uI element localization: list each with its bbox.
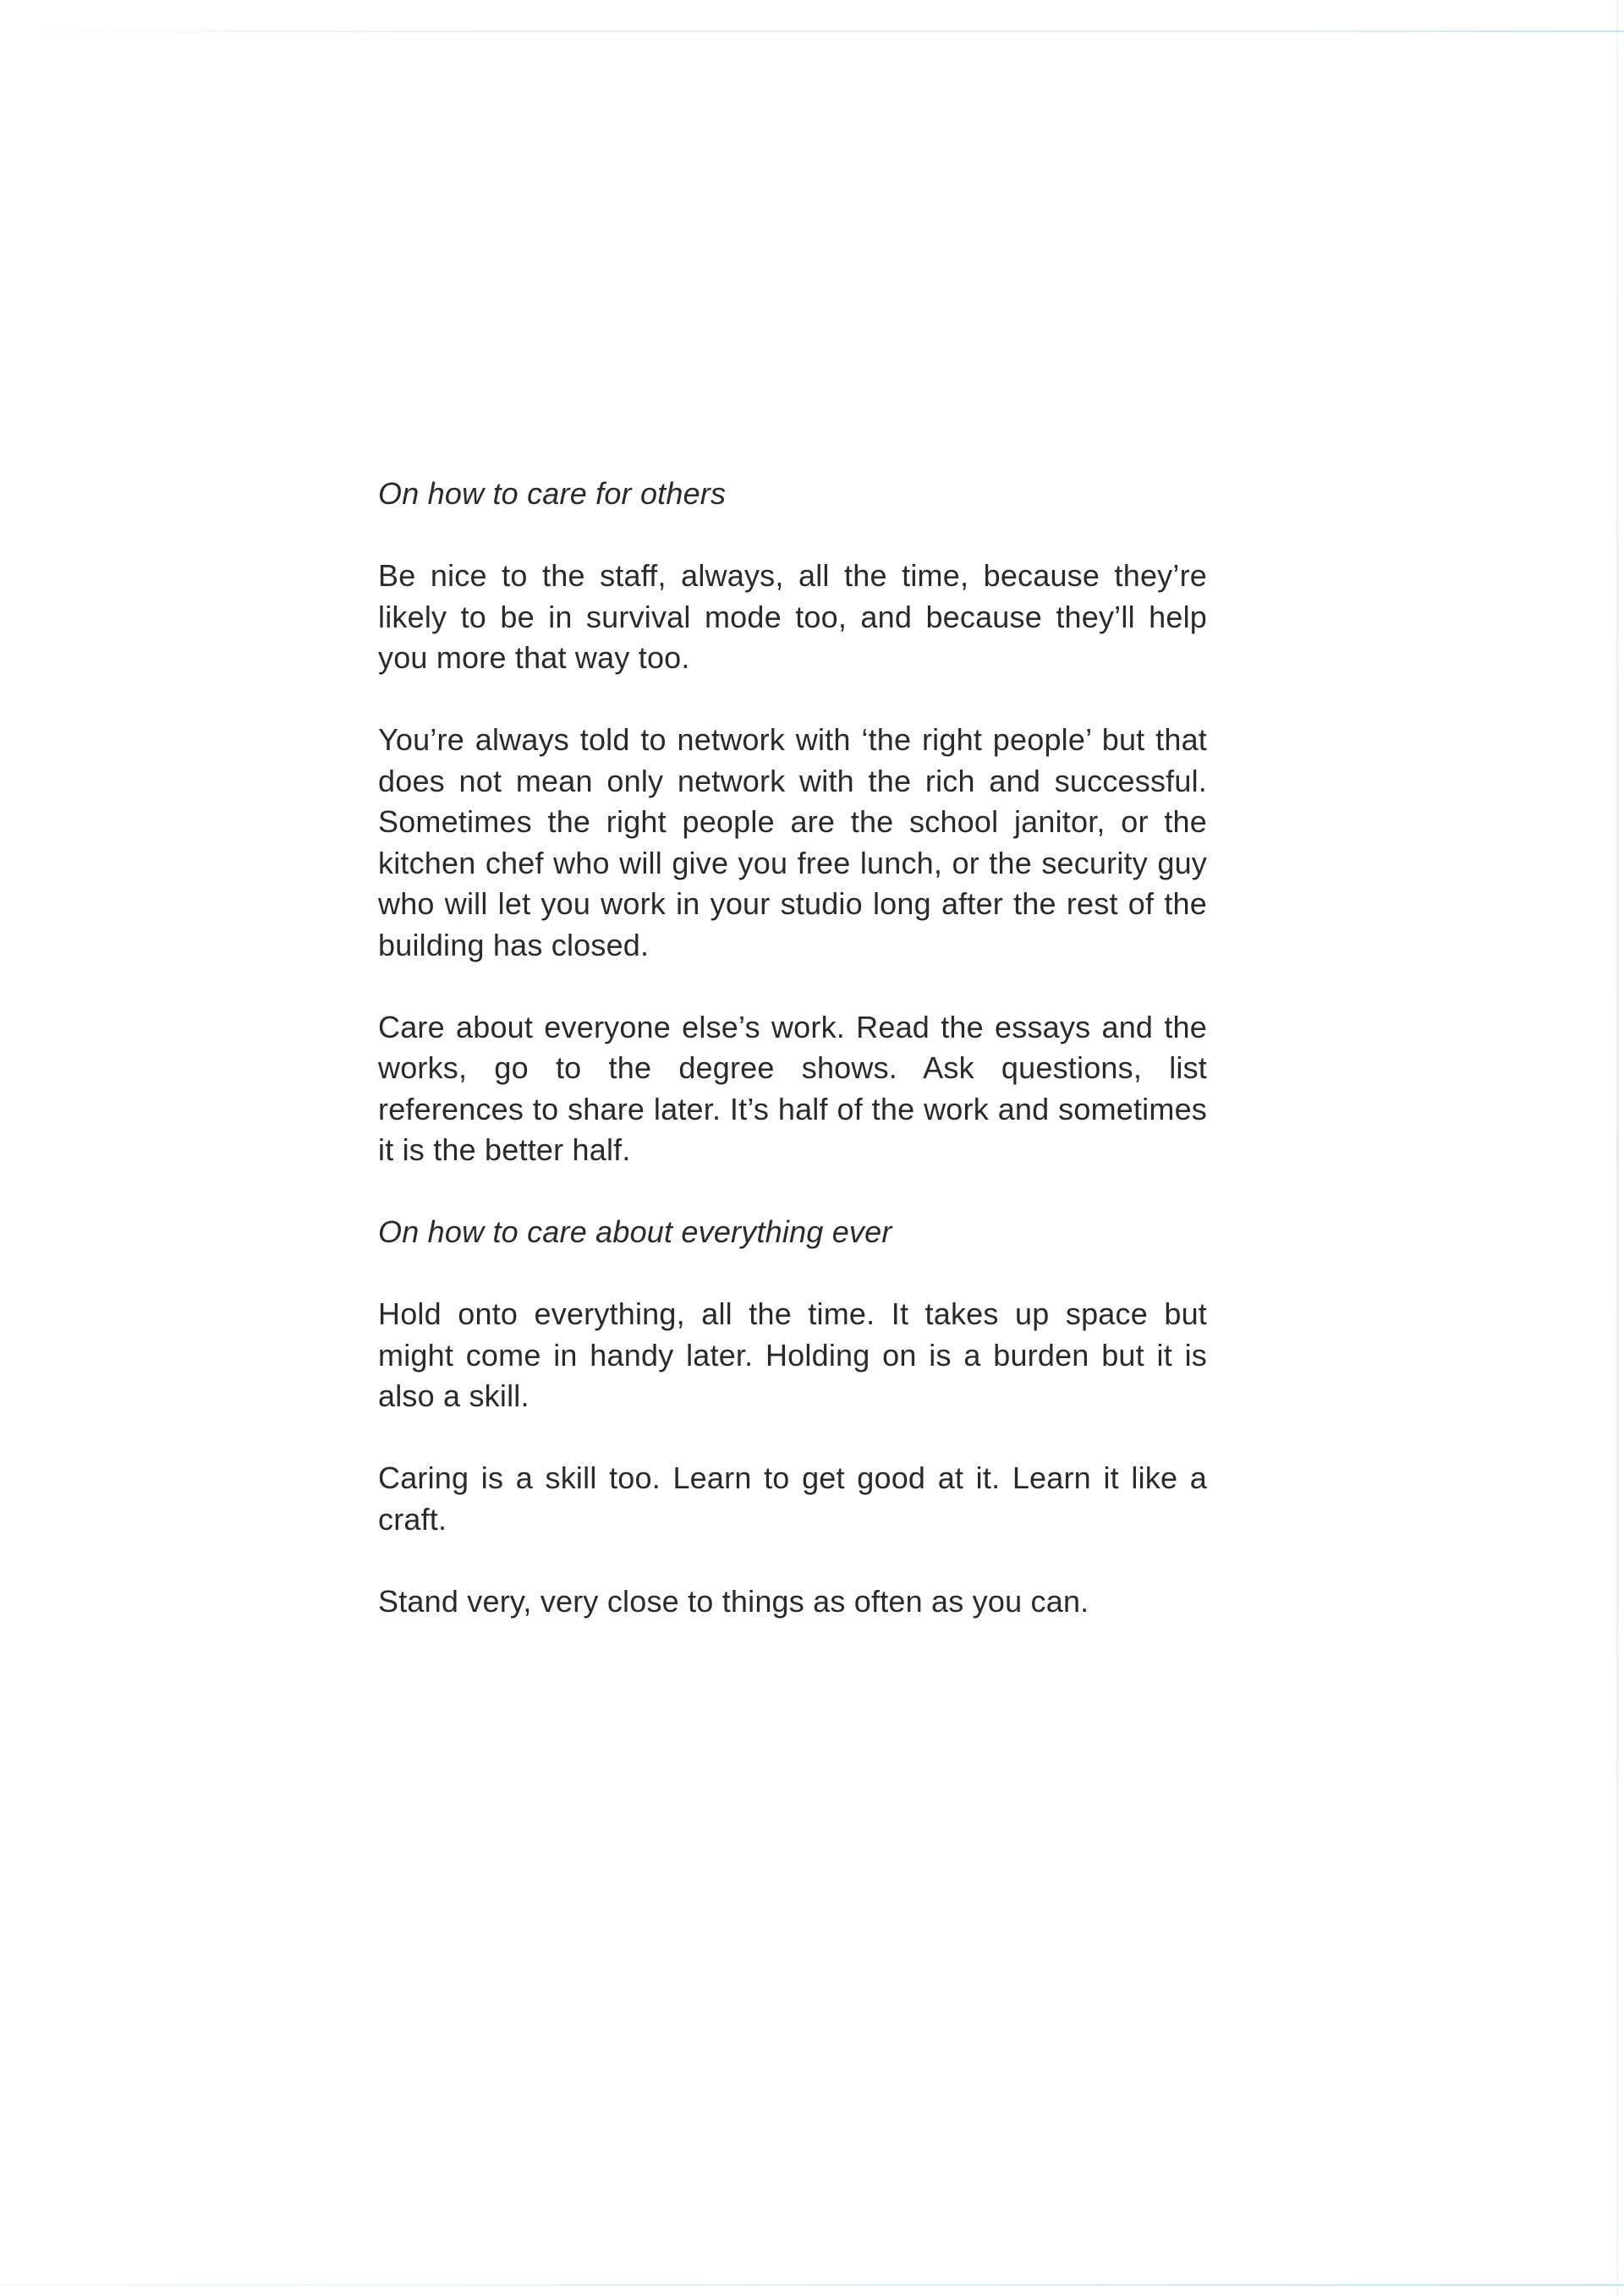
scan-edge-top	[0, 30, 1624, 32]
paragraph: Be nice to the staff, always, all the time, because they’re likely to be in survival mode too, and because they’ll help you more that way too.	[378, 558, 1207, 675]
paragraph: You’re always told to network with ‘the right people’ but that does not mean only network with the rich and successful. Sometimes the right people are the school janitor, or the kitchen chef who will give you free lunch, or the security guy who will let you work in your studio long after the rest of the building has closed.	[378, 722, 1207, 962]
section-care-about-everything	[378, 1212, 1207, 1622]
section-heading: On how to care for others	[378, 476, 727, 511]
paragraph: Caring is a skill too. Learn to get good at it. Learn it like a craft.	[378, 1460, 1207, 1537]
section-heading: On how to care about everything ever	[378, 1214, 892, 1249]
paragraph: Stand very, very close to things as often as you can.	[378, 1583, 1089, 1619]
paragraph: Care about everyone else’s work. Read the essays and the works, go to the degree shows. Ask questions, list references to share later. It’s half of the work and sometimes it is the better half.	[378, 1009, 1207, 1167]
section-care-for-others	[378, 474, 1207, 1171]
scan-edge-bottom	[0, 2284, 1624, 2286]
document-body	[378, 474, 1207, 1622]
scan-edge-right	[1616, 0, 1619, 2296]
paragraph: Hold onto everything, all the time. It takes up space but might come in handy later. Holding on is a burden but it is also a skill.	[378, 1296, 1207, 1413]
